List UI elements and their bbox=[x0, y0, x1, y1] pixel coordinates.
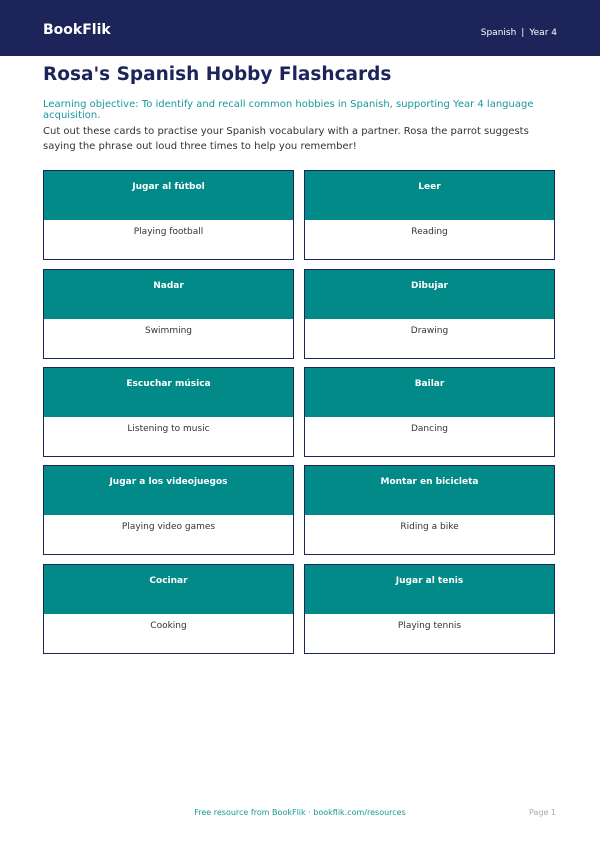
flashcard-spanish: Jugar a los videojuegos bbox=[44, 466, 293, 515]
flashcard-english: Drawing bbox=[305, 319, 554, 359]
flashcard-spanish: Montar en bicicleta bbox=[305, 466, 554, 515]
flashcard bbox=[304, 564, 555, 654]
flashcard-spanish: Escuchar música bbox=[44, 368, 293, 417]
flashcard-spanish: Nadar bbox=[44, 270, 293, 319]
breadcrumb-subject: Spanish bbox=[480, 28, 517, 38]
flashcard bbox=[304, 465, 555, 555]
flashcard bbox=[304, 269, 555, 359]
flashcard bbox=[43, 170, 294, 260]
flashcard-english: Playing football bbox=[44, 220, 293, 260]
flashcard-english: Cooking bbox=[44, 614, 293, 654]
flashcard-spanish: Jugar al fútbol bbox=[44, 171, 293, 220]
flashcard bbox=[43, 269, 294, 359]
flashcard-english: Reading bbox=[305, 220, 554, 260]
page-number: Page 1 bbox=[529, 808, 556, 817]
intro-text: Cut out these cards to practise your Spanish vocabulary with a partner. Rosa the parrot suggests saying the phrase out loud three times to help you remember! bbox=[43, 126, 529, 152]
flashcard bbox=[43, 564, 294, 654]
footer-link[interactable]: Free resource from BookFlik · bookflik.com/resources bbox=[194, 808, 406, 817]
flashcard-spanish: Bailar bbox=[305, 368, 554, 417]
flashcard bbox=[43, 367, 294, 457]
flashcard bbox=[43, 465, 294, 555]
breadcrumb-separator: | bbox=[521, 28, 525, 38]
breadcrumb bbox=[481, 28, 557, 38]
flashcard bbox=[304, 170, 555, 260]
flashcard-english: Riding a bike bbox=[305, 515, 554, 555]
flashcard-english: Dancing bbox=[305, 417, 554, 457]
brand-logo[interactable]: BookFlik bbox=[43, 22, 111, 38]
page-title: Rosa's Spanish Hobby Flashcards bbox=[43, 64, 392, 85]
flashcard-english: Playing tennis bbox=[305, 614, 554, 654]
flashcard-spanish: Dibujar bbox=[305, 270, 554, 319]
flashcard-english: Swimming bbox=[44, 319, 293, 359]
flashcard-spanish: Leer bbox=[305, 171, 554, 220]
learning-objective: Learning objective: To identify and recall common hobbies in Spanish, supporting Year 4 language acquisition. bbox=[43, 99, 534, 121]
flashcard-spanish: Cocinar bbox=[44, 565, 293, 614]
breadcrumb-year: Year 4 bbox=[529, 28, 557, 38]
flashcard-english: Playing video games bbox=[44, 515, 293, 555]
top-bar bbox=[0, 0, 600, 56]
flashcard-spanish: Jugar al tenis bbox=[305, 565, 554, 614]
flashcard bbox=[304, 367, 555, 457]
flashcard-english: Listening to music bbox=[44, 417, 293, 457]
